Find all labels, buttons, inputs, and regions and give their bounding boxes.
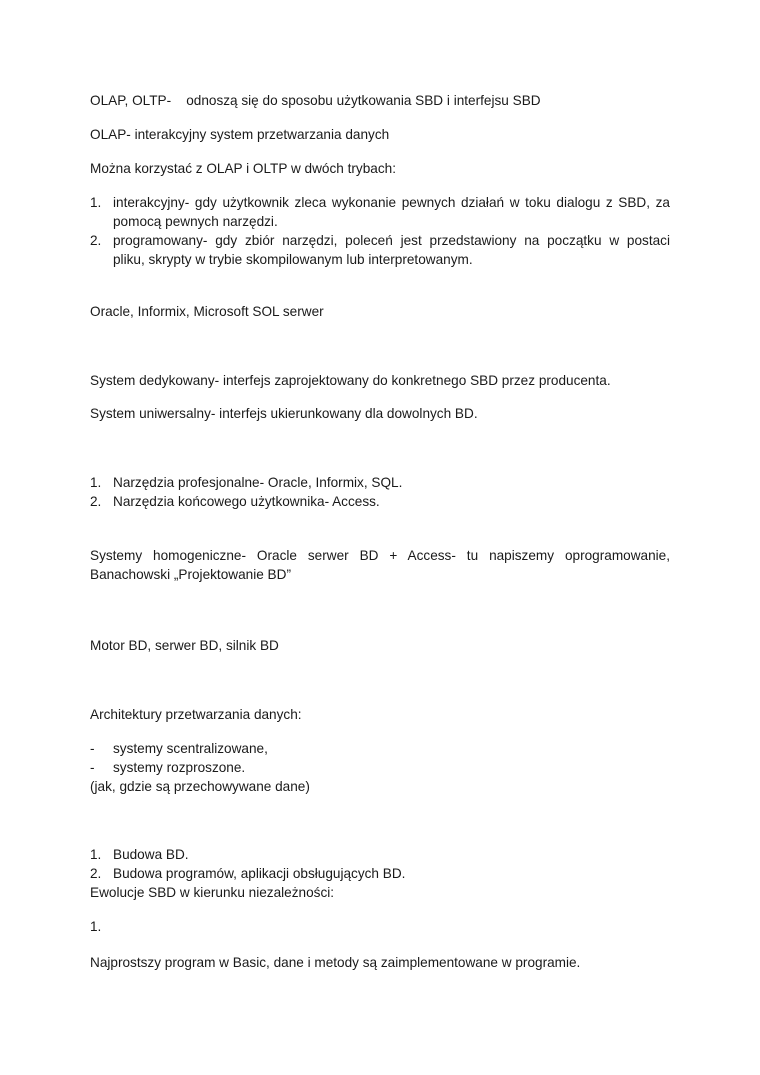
arch-item-2-text: systemy rozproszone. [113, 760, 246, 775]
para-universal-system: System uniwersalny- interfejs ukierunkowany dla dowolnych BD. [90, 406, 478, 421]
para-db-engine: Motor BD, serwer BD, silnik BD [90, 638, 279, 653]
arch-item-1-marker: - [90, 741, 95, 756]
para-homogeneous-line2: Banachowski „Projektowanie BD” [90, 567, 291, 582]
tools-item-2-marker: 2. [90, 494, 102, 509]
para-evolution-number: 1. [90, 919, 102, 934]
arch-item-1-text: systemy scentralizowane, [113, 741, 268, 756]
para-dedicated-system: System dedykowany- interfejs zaprojektowany do konkretnego SBD przez producenta. [90, 373, 611, 388]
arch-item-2-marker: - [90, 760, 95, 775]
para-homogeneous-line1: Systemy homogeniczne- Oracle serwer BD + Access- tu napiszemy oprogramowanie, [90, 548, 670, 563]
para-modes-intro: Można korzystać z OLAP i OLTP w dwóch trybach: [90, 161, 396, 176]
para-simplest-program: Najprostszy program w Basic, dane i metody są zaimplementowane w programie. [90, 955, 581, 970]
modes-item-1-marker: 1. [90, 195, 102, 210]
para-vendors: Oracle, Informix, Microsoft SOL serwer [90, 304, 324, 319]
modes-item-2-line1: programowany- gdy zbiór narzędzi, poleceń jest przedstawiony na początku w postaci [113, 233, 670, 248]
modes-item-2-line2: pliku, skrypty w trybie skompilowanym lub interpretowanym. [113, 252, 473, 267]
modes-item-2-marker: 2. [90, 233, 102, 248]
modes-item-1-line2: pomocą pewnych narzędzi. [113, 214, 278, 229]
build-item-2-text: Budowa programów, aplikacji obsługujących BD. [113, 866, 406, 881]
tools-item-1-text: Narzędzia profesjonalne- Oracle, Informix, SQL. [113, 475, 403, 490]
para-olap-oltp [90, 91, 541, 110]
para-olap-definition: OLAP- interakcyjny system przetwarzania danych [90, 127, 390, 142]
build-item-1-text: Budowa BD. [113, 847, 189, 862]
modes-item-1-line1: interakcyjny- gdy użytkownik zleca wykonanie pewnych działań w toku dialogu z SBD, za [113, 195, 670, 210]
build-item-2-marker: 2. [90, 866, 102, 881]
para-storage-note: (jak, gdzie są przechowywane dane) [90, 779, 310, 794]
tools-item-1-marker: 1. [90, 475, 102, 490]
build-item-1-marker: 1. [90, 847, 102, 862]
tools-item-2-text: Narzędzia końcowego użytkownika- Access. [113, 494, 380, 509]
para-evolution: Ewolucje SBD w kierunku niezależności: [90, 885, 335, 900]
para-architectures: Architektury przetwarzania danych: [90, 707, 302, 722]
para-olap-oltp-text: OLAP, OLTP- odnoszą się do sposobu użytkowania SBD i interfejsu SBD [90, 93, 541, 108]
